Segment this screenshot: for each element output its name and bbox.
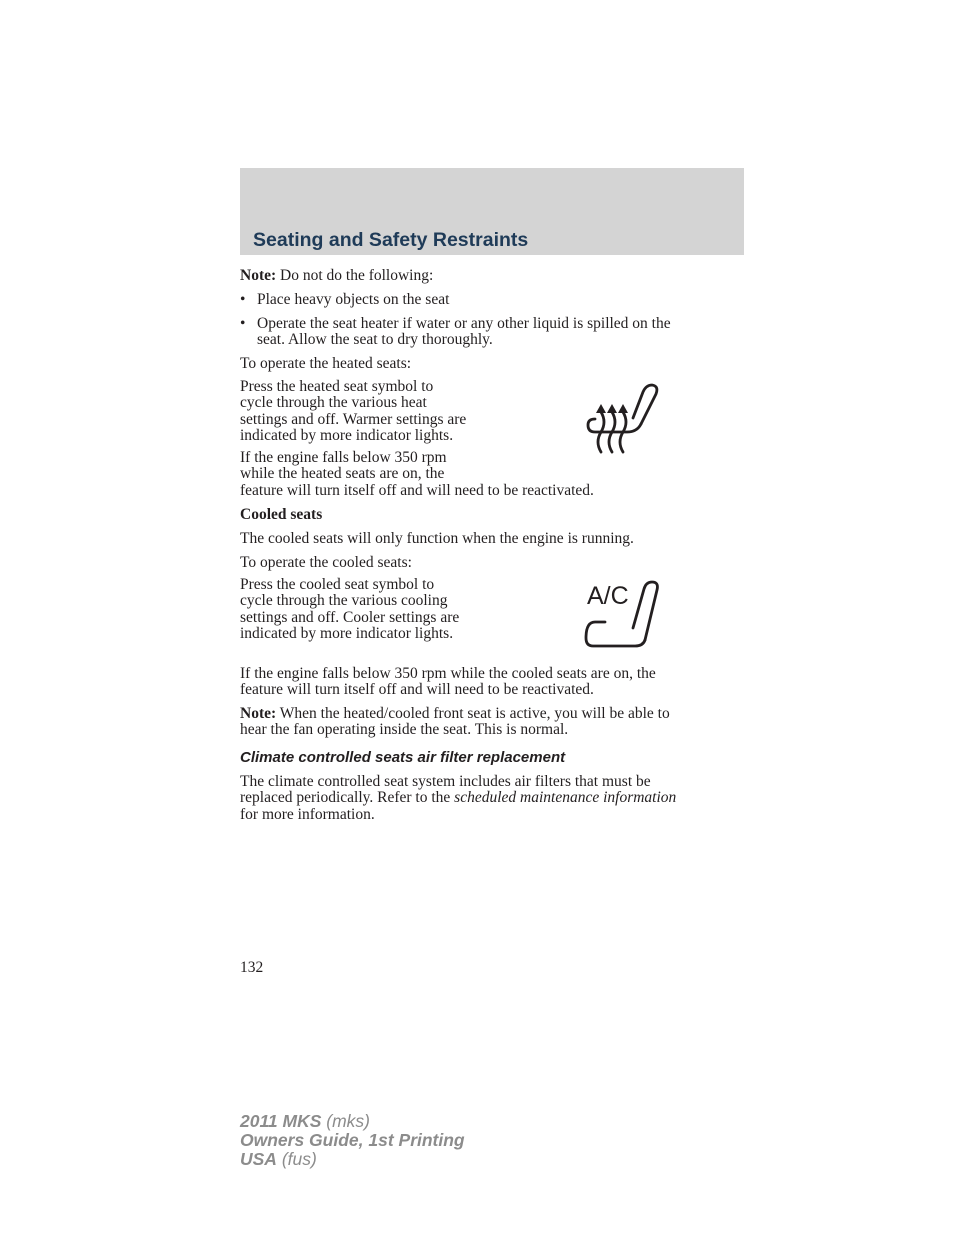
text-line: while the heated seats are on, the — [240, 465, 445, 483]
filter-heading: Climate controlled seats air filter replacement — [240, 749, 566, 766]
note-fan — [240, 706, 750, 739]
cooled-seat-icon — [583, 578, 663, 650]
cooled-intro: To operate the cooled seats: — [240, 554, 412, 571]
text-line: for more information. — [240, 805, 375, 823]
page-number: 132 — [240, 959, 264, 976]
footer-model — [240, 1112, 370, 1131]
text-line: feature will turn itself off and will need to be reactivated. — [240, 681, 594, 699]
bullet-dot: • — [240, 315, 246, 332]
list-item — [240, 292, 750, 309]
cooled-heading — [240, 507, 750, 523]
heated-intro: To operate the heated seats: — [240, 355, 412, 372]
list-item — [240, 316, 750, 350]
list-item-text — [257, 316, 671, 349]
cooled-seat-icon-label: A/C — [587, 582, 629, 610]
text-line: cycle through the various heat — [240, 394, 427, 412]
text-line: Press the cooled seat symbol to — [240, 576, 435, 593]
cooled-instructions — [240, 577, 750, 642]
footer-market-code: (fus) — [276, 1149, 317, 1169]
text-line: indicated by more indicator lights. — [240, 426, 454, 444]
filter-paragraph — [240, 774, 750, 823]
text-line: settings and off. Cooler settings are — [240, 608, 460, 626]
footer-model-name: 2011 MKS — [240, 1111, 322, 1131]
bullet-dot: • — [240, 291, 246, 308]
cooled-function: The cooled seats will only function when the engine is running. — [240, 530, 634, 547]
text-line: Press the heated seat symbol to — [240, 378, 434, 395]
footer-model-code: (mks) — [321, 1111, 370, 1131]
heated-engine-note — [240, 450, 750, 499]
note-do-not — [240, 268, 750, 284]
note-text: Do not do the following: — [276, 267, 434, 284]
cooled-engine-note — [240, 666, 750, 699]
note-label: Note: — [240, 267, 277, 284]
text-line: If the engine falls below 350 rpm while the cooled seats are on, the — [240, 665, 656, 682]
text-line: When the heated/cooled front seat is active, you will be able to — [276, 705, 670, 722]
maintenance-reference: scheduled maintenance information — [454, 789, 677, 807]
cooled-heading-text: Cooled seats — [240, 506, 323, 523]
heated-instructions — [240, 379, 750, 444]
heated-seat-icon — [583, 380, 663, 456]
list-item-text: Place heavy objects on the seat — [257, 291, 450, 308]
footer-guide: Owners Guide, 1st Printing — [240, 1130, 465, 1150]
text-line: cycle through the various cooling — [240, 592, 448, 610]
footer-market-name: USA — [240, 1149, 277, 1169]
section-title: Seating and Safety Restraints — [253, 229, 529, 251]
text-line: replaced periodically. Refer to the — [240, 789, 455, 807]
text-line: feature will turn itself off and will need to be reactivated. — [240, 481, 594, 499]
text-line: If the engine falls below 350 rpm — [240, 449, 447, 466]
text-line: hear the fan operating inside the seat. This is normal. — [240, 721, 569, 739]
text-line: The climate controlled seat system includes air filters that must be — [240, 773, 651, 790]
text-line: settings and off. Warmer settings are — [240, 410, 467, 428]
note-label: Note: — [240, 705, 277, 722]
list-item-line: seat. Allow the seat to dry thoroughly. — [257, 331, 493, 349]
footer-market — [240, 1150, 317, 1169]
text-line: indicated by more indicator lights. — [240, 624, 454, 642]
list-item-line: Operate the seat heater if water or any other liquid is spilled on the — [257, 315, 671, 332]
